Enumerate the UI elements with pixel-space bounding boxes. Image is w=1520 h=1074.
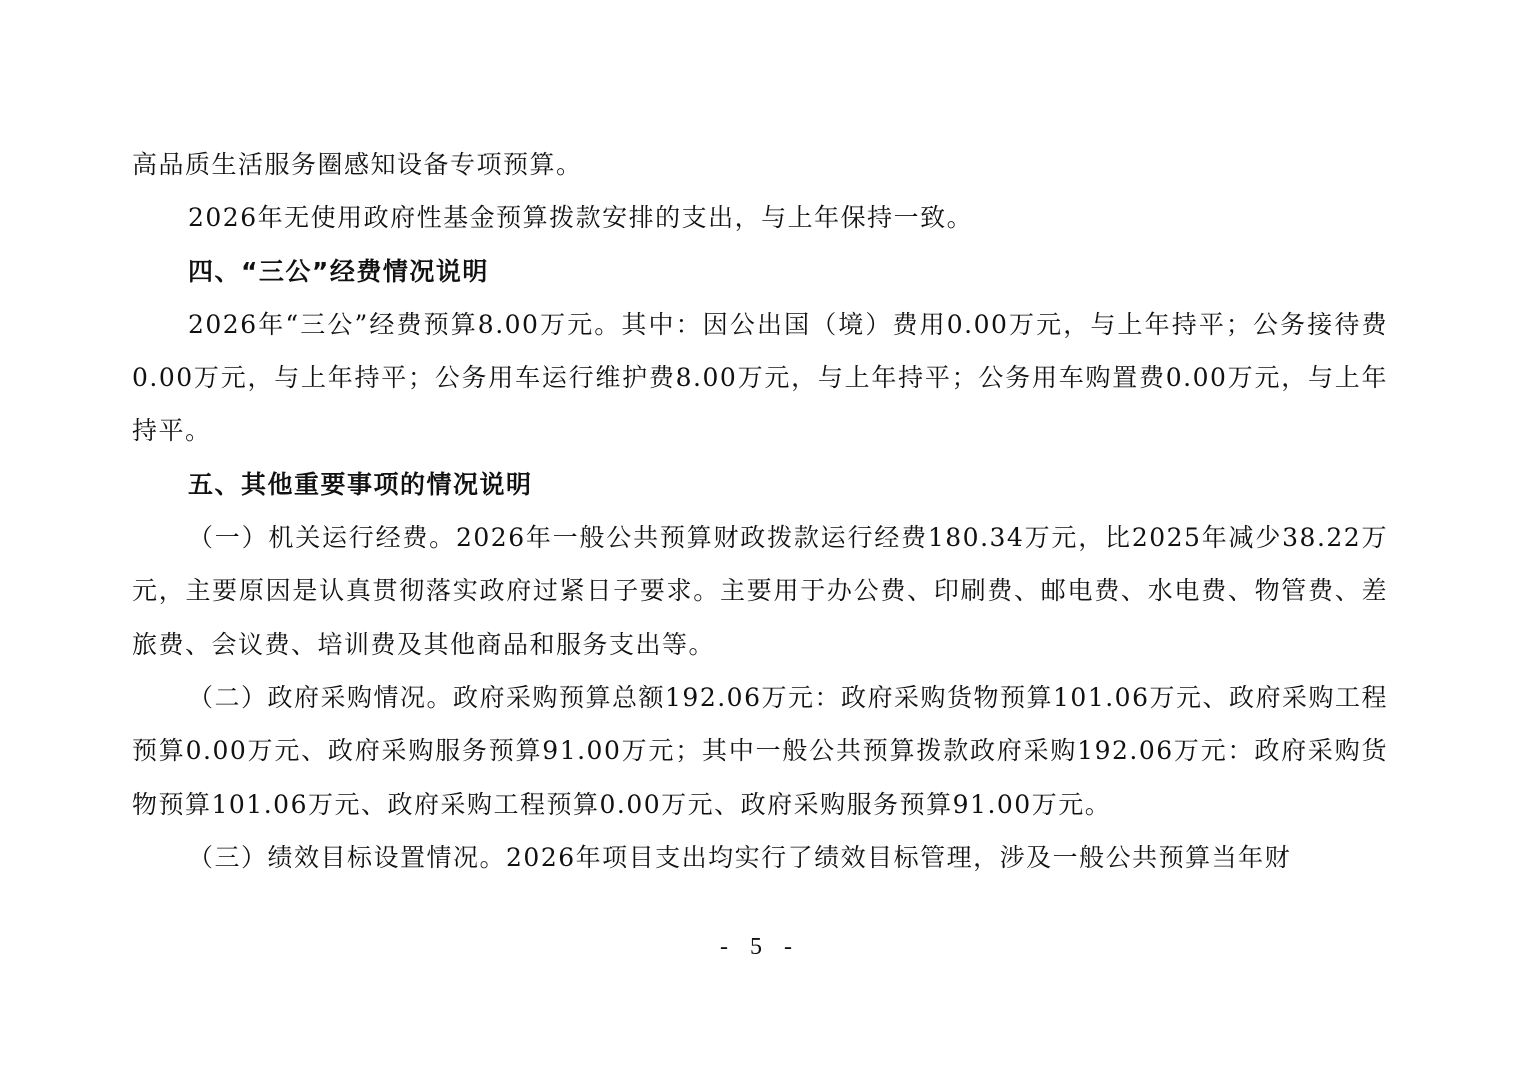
paragraph-government-procurement: （二）政府采购情况。政府采购预算总额192.06万元：政府采购货物预算101.06万元、政府采购工程预算0.00万元、政府采购服务预算91.00万元；其中一般公共预算拨款政府采购192.06万元：政府采购货物预算101.06万元、政府采购工程预算0.00万元、政府采购服务预算91.00万元。	[132, 682, 1388, 819]
paragraph-performance-targets: （三）绩效目标设置情况。2026年项目支出均实行了绩效目标管理，涉及一般公共预算当年财	[188, 842, 1292, 872]
section-heading-four: 四、“三公”经费情况说明	[188, 256, 489, 286]
paragraph-continuation: 高品质生活服务圈感知设备专项预算。	[132, 150, 583, 179]
page-number: - 5 -	[720, 934, 800, 960]
paragraph-government-fund: 2026年无使用政府性基金预算拨款安排的支出，与上年保持一致。	[188, 203, 974, 233]
paragraph-three-public-expenses: 2026年“三公”经费预算8.00万元。其中：因公出国（境）费用0.00万元，与上年持平；公务接待费0.00万元，与上年持平；公务用车运行维护费8.00万元，与上年持平；公务用车购置费0.00万元，与上年持平。	[132, 309, 1388, 446]
document-body	[132, 138, 1388, 884]
paragraph-operating-expenses: （一）机关运行经费。2026年一般公共预算财政拨款运行经费180.34万元，比2025年减少38.22万元，主要原因是认真贯彻落实政府过紧日子要求。主要用于办公费、印刷费、邮电费、水电费、物管费、差旅费、会议费、培训费及其他商品和服务支出等。	[132, 523, 1388, 659]
section-heading-five: 五、其他重要事项的情况说明	[188, 469, 533, 499]
